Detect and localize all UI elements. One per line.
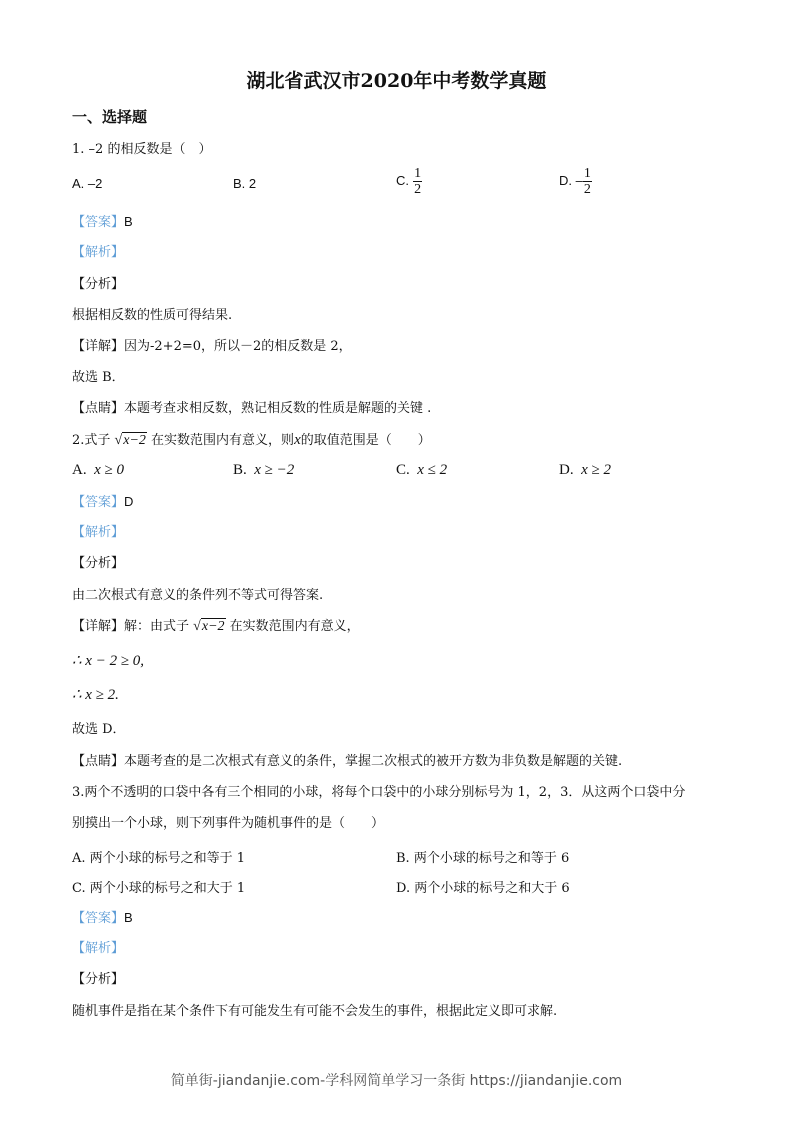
q2-option-d: D. x ≥ 2 xyxy=(559,462,611,478)
q1-choose: 故选 B． xyxy=(72,370,125,385)
q3-option-c: C. 两个小球的标号之和大于 1 xyxy=(72,881,246,896)
q2-detail: 【详解】解：由式子 √x−2 在实数范围内有意义， xyxy=(72,619,360,634)
option-label: D. – xyxy=(559,173,583,188)
q3-answer: 【答案】B xyxy=(72,910,133,926)
q1-detail: 【详解】因为-2+2=0，所以－2的相反数是 2， xyxy=(72,339,352,354)
q3-fenxi-label: 【分析】 xyxy=(72,972,125,987)
q1-option-d xyxy=(559,166,592,197)
q1-note: 【点睛】本题考查求相反数，熟记相反数的性质是解题的关键 . xyxy=(72,401,432,416)
sqrt-expression: √x−2 xyxy=(114,433,146,448)
q2-analysis: 由二次根式有意义的条件列不等式可得答案. xyxy=(72,588,324,603)
q3-option-d: D. 两个小球的标号之和大于 6 xyxy=(396,881,570,896)
q2-step2: ∴ x ≥ 2. xyxy=(72,687,119,703)
q1-jiexi-label: 【解析】 xyxy=(72,245,125,260)
q1-analysis: 根据相反数的性质可得结果. xyxy=(72,308,233,323)
q2-fenxi-label: 【分析】 xyxy=(72,556,125,571)
fraction: $\frac{1}{2}$ xyxy=(583,166,591,197)
q1-option-c xyxy=(396,166,422,197)
q2-answer: 【答案】D xyxy=(72,494,134,510)
q1-answer: 【答案】B xyxy=(72,214,133,230)
q1-option-b: B. 2 xyxy=(233,176,257,191)
q3-option-a: A. 两个小球的标号之和等于 1 xyxy=(72,851,246,866)
q3-stem-line1: 3.两个不透明的口袋中各有三个相同的小球，将每个口袋中的小球分别标号为 1，2，3．从这两个口袋中分 xyxy=(72,785,686,800)
q2-stem: 2.式子 √x−2 在实数范围内有意义，则x的取值范围是（ ） xyxy=(72,432,431,448)
q2-option-a: A. x ≥ 0 xyxy=(72,462,124,478)
option-label: C. xyxy=(396,173,409,188)
page-title: 湖北省武汉市2020年中考数学真题 xyxy=(246,70,547,92)
section-heading: 一、选择题 xyxy=(72,108,148,126)
footer-watermark: 简单街-jiandanjie.com-学科网简单学习一条街 https://jiandanjie.com xyxy=(170,1073,623,1089)
q3-option-b: B. 两个小球的标号之和等于 6 xyxy=(396,851,570,866)
q1-fenxi-label: 【分析】 xyxy=(72,277,125,292)
q2-step1: ∴ x − 2 ≥ 0, xyxy=(72,653,145,669)
q2-option-c: C. x ≤ 2 xyxy=(396,462,448,478)
q2-choose: 故选 D． xyxy=(72,722,126,737)
q1-stem: 1. –2 的相反数是（ ） xyxy=(72,142,212,157)
q1-option-a: A. –2 xyxy=(72,176,103,191)
q2-note: 【点睛】本题考查的是二次根式有意义的条件，掌握二次根式的被开方数为非负数是解题的关键. xyxy=(72,754,623,769)
q2-jiexi-label: 【解析】 xyxy=(72,525,125,540)
q3-analysis: 随机事件是指在某个条件下有可能发生有可能不会发生的事件，根据此定义即可求解. xyxy=(72,1004,558,1019)
q3-jiexi-label: 【解析】 xyxy=(72,941,125,956)
q3-stem-line2: 别摸出一个小球，则下列事件为随机事件的是（ ） xyxy=(72,816,385,831)
fraction: $\frac{1}{2}$ xyxy=(414,166,422,197)
q2-option-b: B. x ≥ −2 xyxy=(233,462,295,478)
